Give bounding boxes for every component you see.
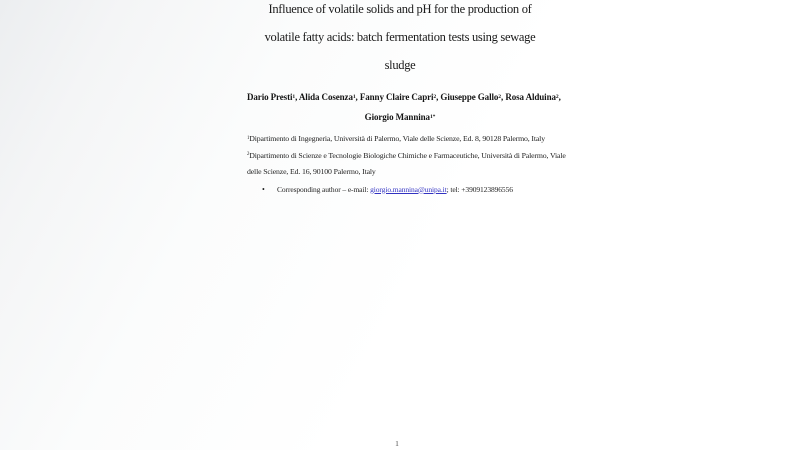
corresponding-author-note xyxy=(247,184,553,196)
affiliation-text: Dipartimento di Scienze e Tecnologie Biologiche Chimiche e Farmaceutiche, Università di Palermo, Viale xyxy=(249,150,566,160)
affiliation-text-continued: delle Scienze, Ed. 16, 90100 Palermo, Italy xyxy=(247,167,376,176)
author-name: Fanny Claire Capri xyxy=(359,92,434,102)
author-affiliation-superscript: 1 xyxy=(352,93,356,100)
author-line-2 xyxy=(247,107,553,127)
author-name: Alida Cosenza xyxy=(298,92,353,102)
author-affiliation-superscript: 2 xyxy=(433,93,437,100)
corresponding-suffix: ; tel: +3909123896556 xyxy=(446,184,513,194)
author-separator: , xyxy=(355,92,360,102)
author-name: Rosa Alduina xyxy=(505,92,556,102)
author-name: Giorgio Mannina xyxy=(364,112,430,122)
affiliation-superscript: 2 xyxy=(247,152,250,158)
corresponding-prefix: Corresponding author – e-mail: xyxy=(277,184,371,194)
author-affiliation-superscript: 1* xyxy=(429,113,436,120)
content-column xyxy=(247,0,566,196)
title-line-1: Influence of volatile solids and pH for the production of xyxy=(268,2,532,16)
author-line-1 xyxy=(247,87,561,107)
affiliation-2 xyxy=(247,148,566,181)
author-affiliation-superscript: 2 xyxy=(555,93,559,100)
author-name: Dario Presti xyxy=(247,92,293,102)
author-separator: , xyxy=(436,92,441,102)
title-line-2: volatile fatty acids: batch fermentation tests using sewage xyxy=(264,30,536,44)
author-separator: , xyxy=(558,92,561,102)
title-line-3: sludge xyxy=(384,58,416,72)
author-separator: , xyxy=(295,92,299,102)
corresponding-author-text xyxy=(277,184,513,196)
page-number: 1 xyxy=(395,439,399,448)
affiliation-1 xyxy=(247,131,553,148)
author-list xyxy=(247,87,561,127)
author-name: Giuseppe Gallo xyxy=(440,92,499,102)
author-separator: , xyxy=(501,92,506,102)
affiliation-list xyxy=(247,131,566,181)
paper-title xyxy=(247,0,553,79)
bullet-icon: • xyxy=(262,184,265,194)
author-affiliation-superscript: 1 xyxy=(292,93,296,100)
affiliation-text: Dipartimento di Ingegneria, Università di Palermo, Viale delle Scienze, Ed. 8, 90128 Palermo, Italy xyxy=(249,134,545,143)
email-link[interactable]: giorgio.mannina@unipa.it xyxy=(370,184,447,194)
author-affiliation-superscript: 2 xyxy=(498,93,501,100)
affiliation-superscript: 1 xyxy=(247,135,250,141)
